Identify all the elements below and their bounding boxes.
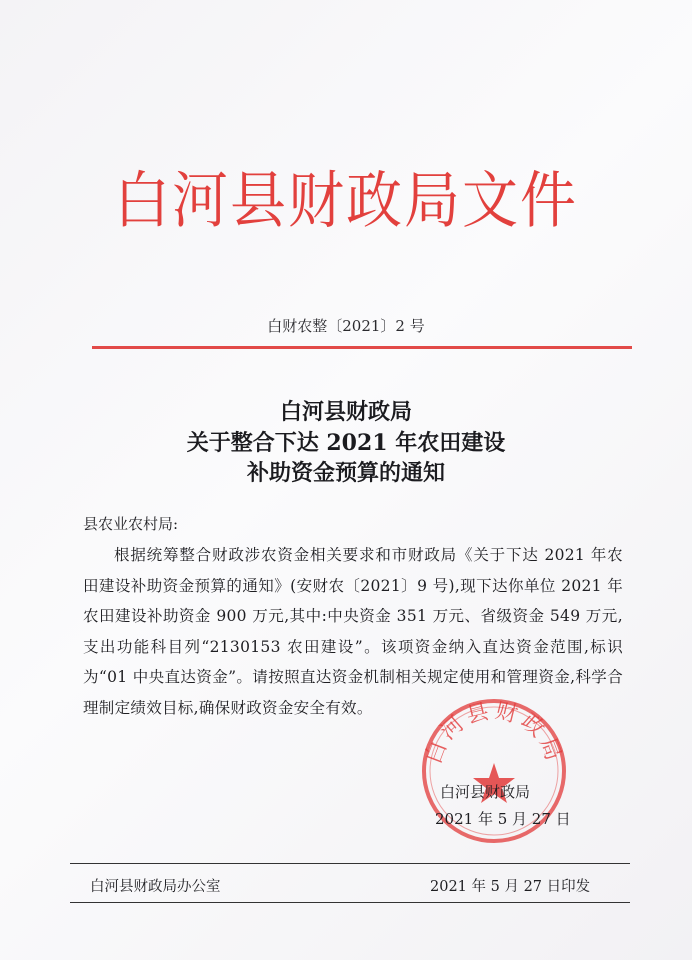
- svg-text:白河县财政局: 白河县财政局: [421, 698, 567, 768]
- red-rule-divider: [92, 346, 632, 349]
- masthead-title: 白河县财政局文件: [114, 165, 578, 237]
- footer-issuer: 白河县财政局办公室: [90, 879, 221, 895]
- notice-title-line-1: 白河县财政局: [279, 399, 412, 425]
- signature-organization: 白河县财政局: [440, 783, 531, 801]
- recipient: 县农业农村局:: [83, 515, 179, 533]
- footer-print-date: 2021 年 5 月 27 日印发: [430, 879, 591, 895]
- document-number: 白财农整〔2021〕2 号: [267, 317, 425, 335]
- footer-rule-bottom: [70, 902, 630, 903]
- notice-title-line-2: 关于整合下达 2021 年农田建设: [186, 430, 506, 456]
- notice-title-line-3: 补助资金预算的通知: [246, 460, 445, 486]
- body-paragraph: 根据统筹整合财政涉农资金相关要求和市财政局《关于下达 2021 年农田建设补助资金预算的通知》(安财农〔2021〕9 号),现下达你单位 2021 年农田建设补助资金 900 万元,其中:中央资金 351 万元、省级资金 549 万元,支出功能科目列“2130153 农田建设”。该项资金纳入直达资金范围,标识为“01 中央直达资金”。请按照直达资金机制相关规定使用和管理资金,科学合理制定绩效目标,确保财政资金安全有效。: [83, 546, 623, 717]
- signature-date: 2021 年 5 月 27 日: [435, 810, 571, 828]
- footer-rule-top: [70, 863, 630, 864]
